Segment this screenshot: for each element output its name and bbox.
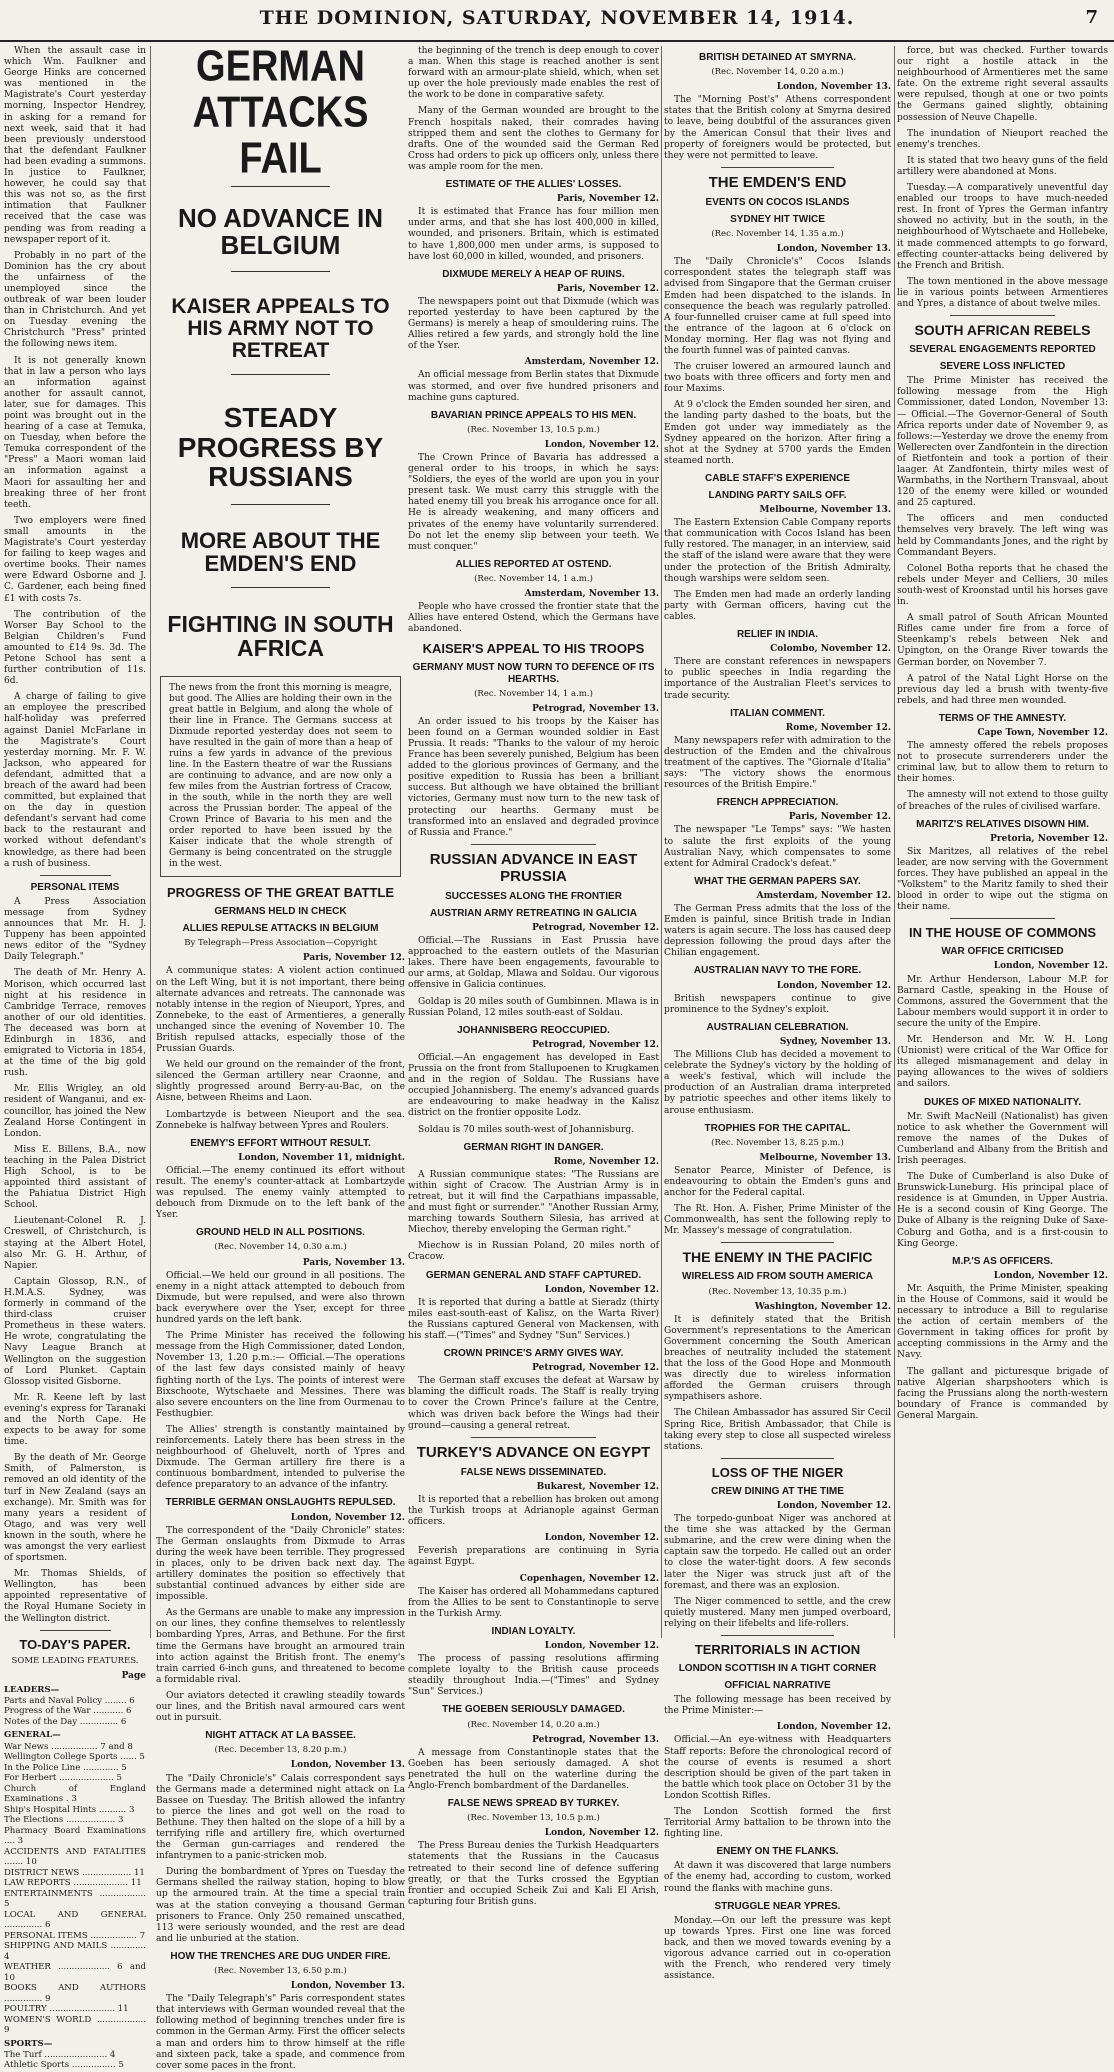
section-heading: BAVARIAN PRINCE APPEALS TO HIS MEN. <box>430 409 637 421</box>
article-paragraph: A Russian communique states: "The Russians are within sight of Cracow. The Austrian Army is in retreat, but it will find the Carpathians impassable, and must fight or surrender." "Another Russian Army, marching towards Southern Silesia, has arrived at Miechov, thereby enveloping the German right." <box>408 1169 659 1236</box>
dateline: Amsterdam, November 12. <box>524 357 659 368</box>
section-subheading: WIRELESS AID FROM SOUTH AMERICA <box>682 1271 873 1283</box>
section-heading: STRUGGLE NEAR YPRES. <box>714 1900 841 1912</box>
section-subheading: FALSE NEWS DISSEMINATED. <box>460 1466 607 1478</box>
section-heading: ITALIAN COMMENT. <box>730 707 825 719</box>
article-paragraph: Senator Pearce, Minister of Defence, is endeavouring to obtain the Emden's guns and anchor for the Federal capital. <box>664 1165 891 1199</box>
article-paragraph: Tuesday.—A comparatively uneventful day enabled our troops to have much-needed rest. In front of Ypres the German infantry showed no activity, but in the south, in the neighbourhood of Wytschaete and Hollebeke, it made commenced attempts to go forward, effecting counter-attacks being delivered by the French and British. <box>897 183 1108 271</box>
article-paragraph: The newspapers point out that Dixmude (which was reported yesterday to have been captured by the Germans) is merely a heap of smouldering ruins. The Allies retired a few yards, and strongly hold the line of the Yser. <box>408 296 659 352</box>
dateline: Paris, November 12. <box>788 812 891 823</box>
dateline: Paris, November 12. <box>302 953 405 964</box>
toc-item: Church of England Examinations . 3 <box>4 1783 146 1805</box>
section-heading-personal: PERSONAL ITEMS <box>30 881 120 893</box>
dateline: London, November 13. <box>290 1760 405 1771</box>
banner-headline: GERMAN ATTACKS FAIL <box>192 42 369 183</box>
received-line: (Rec. November 13, 10.5 p.m.) <box>467 1813 600 1824</box>
article-paragraph: The Chilean Ambassador has assured Sir Cecil Spring Rice, British Ambassador, that Chile is taking every step to close all suspected wireless stations. <box>664 1408 891 1452</box>
toc-group: LEADERS— <box>4 1684 60 1695</box>
dateline: Amsterdam, November 12. <box>756 890 891 901</box>
article-paragraph: As the Germans are unable to make any impression on our lines, they confine themselves to relentlessly bombarding Ypres, Arras, and Bethune. For the first time the Germans have brought an armoured train into action against the British front. The enemy's train carried 6-inch guns, and threatened to become a formidable rival. <box>156 1608 405 1685</box>
section-subheading: SEVERAL ENGAGEMENTS REPORTED <box>909 344 1096 356</box>
article-paragraph: The "Daily Chronicle's" Cocos Islands correspondent states the telegraph staff was advised from Singapore that the German cruiser Emden had been dispatched to the islands. In consequence the beach was regularly patrolled. A four-funnelled cruiser came at full speed into the entrance of the lagoon at 6 o'clock on Monday morning. Her flag was not flying and the fourth funnel was of painted canvas. <box>664 257 891 356</box>
received-line: (Rec. November 13, 6.50 p.m.) <box>214 1966 347 1977</box>
article-paragraph: It is estimated that France has four million men under arms, and that she has lost 400,000 in killed, wounded, and prisoners. Britain, which is estimated to have 1,800,000 men under arms, is supposed to have lost 60,000 in killed, wounded, and prisoners. <box>408 207 659 262</box>
article-paragraph: A small patrol of South African Mounted Rifles came under fire from a force of Steenkamp's rebels between Nek and Upington, on the Orange River towards the German border, on November 7. <box>897 613 1108 668</box>
toc-item: ENTERTAINMENTS ................. 5 <box>4 1888 146 1910</box>
article-paragraph: It is definitely stated that the British Government's representations to the American Government concerning the South American breaches of neutrality included the statement that the loss of the Good Hope and Monmouth was directly due to wireless information afforded the German cruisers through sympathisers ashore. <box>664 1314 891 1403</box>
section-heading: GROUND HELD IN ALL POSITIONS. <box>196 1227 365 1239</box>
section-subheading: LONDON SCOTTISH IN A TIGHT CORNER <box>678 1662 877 1674</box>
toc-item: Parts and Naval Policy ........ 6 <box>4 1695 135 1706</box>
article-paragraph: Monday.—On our left the pressure was kept up towards Ypres. First one line was forced back, and then we moved towards evening by a vigorous advance carried out in co-operation with the French, who rendered very timely assistance. <box>664 1915 891 1982</box>
article-paragraph: Captain Glossop, R.N., of H.M.A.S. Sydney, was formerly in command of the third-class cruiser Prometheus in these waters. He wrote, congratulating the Navy League Branch at Wellington on the suggestion of Lord Plunket. Captain Glossop visited Gisborne. <box>4 1276 146 1387</box>
section-heading: THE GOEBEN SERIOUSLY DAMAGED. <box>442 1704 625 1716</box>
section-heading: DUKES OF MIXED NATIONALITY. <box>923 1096 1082 1108</box>
article-paragraph: The death of Mr. Henry A. Morison, which occurred last night at his residence in Cambridge Terrace, removes another of our old identities. The deceased was born at Edinburgh in 1836, and emigrated to Victoria in 1854, at the time of the big gold rush. <box>4 968 146 1079</box>
separator <box>950 918 1056 919</box>
separator <box>231 587 331 588</box>
article-paragraph: It is not generally known that in law a person who lays an information against another for assault cannot, later, sue for damages. This point was brought out in the hearing of a case at Temuka, on Tuesday, when before the Temuka correspondent of the "Press" a Maori woman laid an information against a Maori for assaulting her and breaking three of her front teeth. <box>4 355 146 510</box>
article-paragraph: British newspapers continue to give prominence to the Sydney's exploit. <box>664 993 891 1015</box>
article-paragraph: A Press Association message from Sydney announces that Mr. H. J. Tuppeny has been appointed news editor of the "Sydney Daily Telegraph." <box>4 896 146 963</box>
section-heading: CABLE STAFF'S EXPERIENCE <box>705 472 850 484</box>
article-paragraph: The "Morning Post's" Athens correspondent states that the British colony at Smyrna desired to leave, being doubtful of the assurances given by the American Consul that their lives and property of foreigners would be protected, but they were not permitted to leave. <box>664 95 891 161</box>
section-heading: MARITZ'S RELATIVES DISOWN HIM. <box>916 818 1089 830</box>
article-paragraph: Mr. Henderson and Mr. W. H. Long (Unionist) were critical of the War Office for its alleged mismanagement and delay in paying allowances to the wives of soldiers and sailors. <box>897 1035 1108 1090</box>
toc-item: War News ................. 7 and 8 <box>4 1741 133 1752</box>
section-heading: NIGHT ATTACK AT LA BASSEE. <box>205 1730 356 1742</box>
dateline: Petrograd, November 13. <box>532 1734 659 1745</box>
received-line: (Rec. November 14, 1 a.m.) <box>474 573 593 584</box>
dateline: Paris, November 13. <box>302 1257 405 1268</box>
section-heading: ESTIMATE OF THE ALLIES' LOSSES. <box>445 179 622 191</box>
toc-item: LAW REPORTS .................... 11 <box>4 1878 142 1889</box>
toc-item: DISTRICT NEWS .................. 11 <box>4 1867 145 1878</box>
article-paragraph: An official message from Berlin states that Dixmude was stormed, and over five hundred prisoners and machine guns captured. <box>408 370 659 403</box>
column-4 <box>664 46 891 1982</box>
received-line: (Rec. November 13, 8.25 p.m.) <box>711 1137 844 1148</box>
dateline: Rome, November 12. <box>785 722 891 733</box>
section-heading: AUSTRALIAN CELEBRATION. <box>706 1021 849 1033</box>
dateline: Petrograd, November 13. <box>532 703 659 714</box>
section-heading: HOW THE TRENCHES ARE DUG UNDER FIRE. <box>170 1950 391 1962</box>
section-heading: TROPHIES FOR THE CAPITAL. <box>704 1122 851 1134</box>
masthead-title: THE DOMINION, SATURDAY, NOVEMBER 14, 1914. <box>259 7 855 29</box>
section-subheading: CREW DINING AT THE TIME <box>711 1485 844 1497</box>
article-paragraph: The Allies' strength is constantly maintained by reinforcements. Lately there has been stress in the neighbourhood of Gheluvelt, north of Ypres and Dixmude. The German artillery fire there is a continuous bombardment, intended to pulverise the defence preparatory to an advance of the infantry. <box>156 1424 405 1491</box>
dateline: London, November 13. <box>776 244 891 255</box>
section-heading: ENEMY'S EFFORT WITHOUT RESULT. <box>190 1137 371 1149</box>
article-paragraph: Goldap is 20 miles south of Gumbinnen. Mlawa is in Russian Poland, 12 miles south-east of Soldau. <box>408 996 659 1018</box>
dateline: Petrograd, November 12. <box>532 1363 659 1374</box>
separator <box>231 186 331 187</box>
section-heading: M.P.'S AS OFFICERS. <box>952 1255 1053 1267</box>
dateline: Petrograd, November 12. <box>532 1039 659 1050</box>
column-rule <box>894 46 895 1638</box>
major-headline: TERRITORIALS IN ACTION <box>694 1641 861 1657</box>
article-paragraph: Official.—An engagement has developed in East Prussia on the front from Stallupoenen to Krugkamen and in the region of Soldau. The Russians have occupied Johannisberg. The enemy's advanced guards are endeavouring to make headway in the Kalisz district on the frontier opposite Lodz. <box>408 1052 659 1119</box>
page-number: 7 <box>1085 7 1098 28</box>
credit-line: By Telegraph—Press Association—Copyright <box>184 938 377 949</box>
toc-item: POULTRY ........................ 11 <box>4 2004 129 2015</box>
section-subheading: SYDNEY HIT TWICE <box>730 213 825 225</box>
separator <box>721 1635 835 1636</box>
dateline: London, November 11, midnight. <box>238 1152 405 1163</box>
dateline: Copenhagen, November 12. <box>519 1573 659 1584</box>
separator <box>471 1437 597 1438</box>
dateline: London, November 13. <box>776 82 891 93</box>
section-subheading: GERMANS HELD IN CHECK <box>214 906 347 918</box>
separator <box>231 271 331 272</box>
article-paragraph: Six Maritzes, all relatives of the rebel leader, are now serving with the Government forces. They have published an appeal in the "Volkstem" to the Maritz family to shed their blood in order to wipe out the stigma on their name. <box>897 846 1108 913</box>
banner-headline: KAISER APPEALS TO HIS ARMY NOT TO RETREAT <box>171 295 390 363</box>
todays-paper-heading: TO-DAY'S PAPER. <box>19 1636 131 1652</box>
toc-item: SHIPPING AND MAILS ............. 4 <box>4 1941 146 1962</box>
received-line: (Rec. November 13, 10.5 p.m.) <box>467 424 600 435</box>
dateline: Paris, November 12. <box>556 283 659 294</box>
article-paragraph: Mr. Asquith, the Prime Minister, speaking in the House of Commons, said it would be necessary to introduce a Bill to regularise the action of certain members of the Government in taking offices for profit by accepting commissions in the Army and the Navy. <box>897 1283 1108 1361</box>
column-1 <box>4 46 146 2071</box>
article-paragraph: The torpedo-gunboat Niger was anchored at the time she was attacked by the German submarine, and the crew were dining when the captain saw the torpedo. He called out an order to close the water-tight doors. A few seconds later the Niger was struck just aft of the foremast, and there was an explosion. <box>664 1514 891 1591</box>
article-paragraph: the beginning of the trench is deep enough to cover a man. When this stage is reached another is sent forward with an armour-plate shield, which, when set up over the hole previously made enables the rest of the work to be done in comparative safety. <box>408 46 659 101</box>
dateline: Pretoria, November 12. <box>990 833 1108 844</box>
section-heading: FRENCH APPRECIATION. <box>716 797 839 809</box>
article-paragraph: Mr. Thomas Shields, of Wellington, has been appointed representative of the Royal Humane Society in the Wellington district. <box>4 1569 146 1624</box>
article-paragraph: It is stated that two heavy guns of the field artillery were abandoned at Mons. <box>897 155 1108 177</box>
article-paragraph: Official.—The Russians in East Prussia have approached to the eastern outlets of the Masurian lakes. There have been engagements, favourable to our arms, at Goldap, Mlawa and Soldau. Our vigorous offensive in Galicia continues. <box>408 936 659 991</box>
separator <box>40 1630 111 1631</box>
section-heading: PROGRESS OF THE GREAT BATTLE <box>166 885 395 901</box>
dateline: Colombo, November 12. <box>770 644 891 655</box>
column-5 <box>897 46 1108 1638</box>
article-paragraph: The cruiser lowered an armoured launch and two boats with three officers and forty men and four Maxims. <box>664 362 891 395</box>
separator <box>950 315 1056 316</box>
section-heading: TERMS OF THE AMNESTY. <box>938 712 1067 724</box>
section-subheading: EVENTS ON COCOS ISLANDS <box>705 196 850 208</box>
article-paragraph: The German staff excuses the defeat at Warsaw by blaming the difficult roads. The Staff is really trying to cover the Crown Prince's failure at the Centre, which was driven back before the Wings had their ground—causing a general retreat. <box>408 1376 659 1431</box>
article-paragraph: The process of passing resolutions affirming complete loyalty to the British cause proceeds steadily throughout India.—("Times" and Sydney "Sun" Services.) <box>408 1654 659 1698</box>
toc-item: In the Police Line ............. 5 <box>4 1762 127 1773</box>
dateline: London, November 12. <box>993 961 1108 972</box>
article-paragraph: The amnesty will not extend to those guilty of breaches of the rules of civilised warfare. <box>897 790 1108 812</box>
banner-headline: MORE ABOUT THE EMDEN'S END <box>180 527 381 576</box>
article-paragraph: Soldau is 70 miles south-west of Johannisburg. <box>418 1124 635 1135</box>
news-summary-box: The news from the front this morning is meagre, but good. The Allies are holding their own in the great battle in Belgium, and along the whole of their line in France. The Germans success at Dixmude reported yesterday does not seem to have resulted in the gain of more than a heap of ruins a few yards in advance of the previous line. In the Eastern theatre of war the Russians are continuing to advance, and are now only a few miles from the Austrian fortress of Cracow, in the south, while in the north they are well across the Prussian border. The appeal of the Crown Prince of Bavaria to his men and the order reported to have been issued by the Kaiser indicate that the whole strength of Germany is being concentrated on the struggle in the west. <box>160 676 401 877</box>
article-paragraph: The correspondent of the "Daily Chronicle" states: The German onslaughts from Dixmude to Arras during the week have been terrible. They progressed in places, only to be driven back next day. The artillery dominates the position so effectively that substantial continued advances by either side are impossible. <box>156 1525 405 1603</box>
separator <box>471 844 597 845</box>
article-paragraph: It is reported that during a battle at Sieradz (thirty miles east-south-east of Kalisz, on the Warta River) the Russians captured General von Mackensen, with his staff.—("Times" and Sydney "Sun" Services.) <box>408 1297 659 1341</box>
article-paragraph: The Press Bureau denies the Turkish Headquarters statements that the Russians in the Caucasus retreated to their second line of defence suffering greatly, or that the Turks crossed the Egyptian frontier and occupied Scheik Zui and Kali El Arish, capturing four British guns. <box>408 1841 659 1907</box>
toc-item: Notes of the Day .............. 6 <box>4 1716 127 1727</box>
table-of-contents <box>4 1671 146 2071</box>
section-subheading: SEVERE LOSS INFLICTED <box>939 361 1066 373</box>
dateline: London, November 12. <box>776 980 891 991</box>
separator <box>231 504 331 505</box>
dateline: London, November 12. <box>776 1500 891 1511</box>
section-heading: CROWN PRINCE'S ARMY GIVES WAY. <box>443 1348 624 1360</box>
section-heading: TERRIBLE GERMAN ONSLAUGHTS REPULSED. <box>165 1497 396 1509</box>
article-paragraph: The following message has been received by the Prime Minister:— <box>664 1695 891 1717</box>
article-paragraph: The Duke of Cumberland is also Duke of Brunswick-Luneburg. His principal place of residence is at Gmunden, in Upper Austria. He is a second cousin of King George. The Duke of Albany is the reigning Duke of Saxe-Coburg and Gotha, and is a first-cousin to King George. <box>897 1172 1108 1249</box>
article-paragraph: The Rt. Hon. A. Fisher, Prime Minister of the Commonwealth, has sent the following reply to Mr. Massey's message of congratulation. <box>664 1204 891 1237</box>
article-paragraph: Two employers were fined small amounts in the Magistrate's Court yesterday for failing to keep wages and overtime books. Their names were Edward Osborne and J. C. Gardener, each being fined £1 with costs 7s. <box>4 515 146 604</box>
toc-group: SPORTS— <box>4 2038 53 2049</box>
toc-item: Wellington College Sports ...... 5 <box>4 1752 145 1763</box>
toc-page-label: Page <box>121 1670 146 1681</box>
major-headline: IN THE HOUSE OF COMMONS <box>908 925 1097 941</box>
article-paragraph: There are constant references in newspapers to public speeches in India regarding the importance of the Australian Fleet's services to trade security. <box>664 657 891 701</box>
dateline: Petrograd, November 12. <box>532 923 659 933</box>
article-paragraph: A message from Constantinople states that the Goeben has been seriously damaged. A shot penetrated the hull on the waterline during the Anglo-French bombardment of the Dardanelles. <box>408 1747 659 1791</box>
article-paragraph: The Emden men had made an orderly landing party with German officers, having cut the cables. <box>664 589 891 622</box>
section-heading: GERMAN RIGHT IN DANGER. <box>463 1141 604 1153</box>
toc-item: The Elections .................. 3 <box>4 1815 124 1826</box>
article-paragraph: During the bombardment of Ypres on Tuesday the Germans shelled the railway station, hoping to blow up the armoured train. At the time a special train was at the station conveying a thousand German prisoners to France. Only 250 remained unscathed, 113 were seriously wounded, and the rest are dead and lie unburied at the station. <box>156 1867 405 1944</box>
dateline: London, November 13. <box>290 1981 405 1992</box>
column-rule <box>661 46 662 1638</box>
received-line: (Rec. November 14, 0.20 a.m.) <box>711 67 844 78</box>
toc-group: GENERAL— <box>4 1730 61 1741</box>
article-paragraph: Many newspapers refer with admiration to the destruction of the Emden and the chivalrous treatment of the captives. The "Giornale d'Italia" says: "The victory shows the enormous resources of the British Empire." <box>664 735 891 791</box>
article-paragraph: Colonel Botha reports that he chased the rebels under Meyer and Celliers, 30 miles south-west of Kroonstad until his horses gave in. <box>897 563 1108 608</box>
banner-headline: STEADY PROGRESS BY RUSSIANS <box>177 402 384 493</box>
dateline: Washington, November 12. <box>754 1301 891 1312</box>
major-headline: SOUTH AFRICAN REBELS <box>914 322 1091 339</box>
todays-paper-subheading: SOME LEADING FEATURES. <box>11 1655 139 1666</box>
article-paragraph: The "Daily Telegraph's" Paris correspondent states that interviews with German wounded reveal that the following method of beginning trenches under fire is common in the German Army. First the officer selects a man and orders him to throw himself at the rifle and sixteen pack, take a spade, and commence from cover some paces in the front. <box>156 1994 405 2071</box>
article-paragraph: The Prime Minister has received the following message from the High Commissioner, dated London, November 13:— Official.—The Governor-General of South Africa reports under date of November 9, as follows:—Yesterday we drove the enemy from Wellerecten over Zandfontein in the direction of Rietfontein and took a portion of their laager. At Zandfontein, thirty miles west of Warmbaths, in the Northern Transvaal, about 120 of the enemy were killed or wounded and 25 captured. <box>897 376 1108 509</box>
article-paragraph: A patrol of the Natal Light Horse on the previous day led a brush with twenty-five rebels, and had three men wounded. <box>897 673 1108 706</box>
article-paragraph: Our aviators detected it crawling steadily towards our lines, and the British naval armoured cars went out in pursuit. <box>156 1690 405 1724</box>
article-paragraph: At 9 o'clock the Emden sounded her siren, and the landing party dashed to the boats, but the Emden got under way immediately as the Sydney appeared on the horizon. After firing a shot at the Sydney at 5700 yards the Emden steamed north. <box>664 400 891 466</box>
article-paragraph: The Eastern Extension Cable Company reports that communication with Cocos Island has been fully restored. The manager, in an interview, said the staff of the island were aware that they were under the protection of the British Admiralty, though warships were seldom seen. <box>664 518 891 584</box>
dateline: Melbourne, November 13. <box>759 1152 891 1163</box>
dateline: London, November 12. <box>290 1512 405 1523</box>
received-line: (Rec. November 14, 1.35 a.m.) <box>711 229 844 240</box>
toc-item: ACCIDENTS AND FATALITIES ....... 10 <box>4 1846 146 1868</box>
column-rule <box>150 46 151 1638</box>
section-heading: ENEMY ON THE FLANKS. <box>716 1846 839 1858</box>
toc-item: PERSONAL ITEMS ................. 7 <box>4 1930 146 1941</box>
dateline: London, November 12. <box>544 1640 659 1651</box>
toc-item: WEATHER ................... 6 and 10 <box>4 1962 146 1983</box>
dateline: London, November 12. <box>776 1722 891 1733</box>
article-paragraph: Official.—The enemy continued its effort without result. The enemy's counter-attack at Lombartzyde was repulsed. The enemy vainly attempted to debouch from Dixmude on to the left bank of the Yser. <box>156 1165 405 1221</box>
article-paragraph: The Niger commenced to settle, and the crew quietly mustered. Many men jumped overboard, relying on their lifebelts and life-rollers. <box>664 1596 891 1629</box>
article-paragraph: Probably in no part of the Dominion has the cry about the unfairness of the unemployed since the outbreak of war been louder than in Christchurch. And yet on Tuesday evening the Christchurch "Press" printed the following news item. <box>4 250 146 350</box>
section-heading: FALSE NEWS SPREAD BY TURKEY. <box>447 1798 620 1810</box>
column-2 <box>156 42 405 2071</box>
toc-item: Athletic Sports ................ 5 <box>4 2060 124 2071</box>
article-paragraph: A communique states: A violent action continued on the Left Wing, but it is not important, there being alternate advances and retreats. The cannonade was notably intense in the region of Nieuport, Ypres, and Zonnebeke, to the east of Armentieres, a generally unchanged since the evening of November 10. The British repulsed attacks, especially those of the Prussian Guards. <box>156 966 405 1055</box>
received-line: (Rec. November 14, 0.30 a.m.) <box>214 1242 347 1253</box>
column-3 <box>408 46 660 1907</box>
article-paragraph: The Prime Minister has received the following message from the High Commissioner, dated London, November 13, 1.20 p.m.:— Official.—The operations of the last few days consisted mainly of heavy fighting north of the Lys. The points of interest were Bixschoote, Wytschaete and Messines. There was also severe encounters on the line from Ourmenau to Festhugbier. <box>156 1331 405 1419</box>
article-paragraph: The London Scottish formed the first Territorial Army battalion to be thrown into the fighting line. <box>664 1807 891 1840</box>
article-paragraph: When the assault case in which Wm. Faulkner and George Hinks are concerned was mentioned in the Magistrate's Court yesterday morning, Inspector Hendrey, in asking for a remand for next week, said that it had been previously understood that the defendant Faulkner had been evading a summons. In justice to Faulkner, however, he could say that this was not so, as the first intimation that Faulkner received that the case was pending was from reading a newspaper report of it. <box>4 46 146 245</box>
separator <box>721 1242 835 1243</box>
article-paragraph: Mr. Swift MacNeill (Nationalist) has given notice to ask whether the Government will remove the names of the Dukes of Cumberland and Albany from the British and Irish peerages. <box>897 1111 1108 1166</box>
masthead <box>0 0 1114 42</box>
dateline: London, November 12. <box>544 1828 659 1839</box>
article-paragraph: Lieutenant-Colonel R. J. Creswell, of Christchurch, is staying at the Albert Hotel, also Mr. G. H. Arthur, of Napier. <box>4 1216 146 1271</box>
toc-item: WOMEN'S WORLD .................. 9 <box>4 2014 146 2036</box>
major-headline: THE EMDEN'S END <box>708 173 847 191</box>
major-headline: TURKEY'S ADVANCE ON EGYPT <box>416 1443 651 1461</box>
article-paragraph: Feverish preparations are continuing in Syria against Egypt. <box>408 1546 659 1568</box>
received-line: (Rec. November 13, 10.35 p.m.) <box>708 1286 847 1297</box>
section-heading: GERMAN GENERAL AND STAFF CAPTURED. <box>425 1269 642 1281</box>
section-heading: JOHANNISBERG REOCCUPIED. <box>457 1024 610 1036</box>
dateline: Melbourne, November 13. <box>759 505 891 516</box>
section-subheading: AUSTRIAN ARMY RETREATING IN GALICIA <box>429 907 638 919</box>
dateline: London, November 12. <box>993 1270 1108 1281</box>
article-paragraph: Miechow is in Russian Poland, 20 miles north of Cracow. <box>408 1241 659 1263</box>
dateline: Cape Town, November 12. <box>977 727 1108 738</box>
article-paragraph: The newspaper "Le Temps" says: "We hasten to salute the first exploits of the young Australian Navy, which compensates to some extent for Admiral Cradock's defeat." <box>664 825 891 869</box>
toc-item: BOOKS AND AUTHORS .............. 9 <box>4 1983 146 2004</box>
dateline: London, November 12. <box>544 1533 659 1544</box>
banner-headline: NO ADVANCE IN BELGIUM <box>177 202 384 260</box>
toc-item: LOCAL AND GENERAL .............. 6 <box>4 1909 146 1931</box>
article-paragraph: The Crown Prince of Bavaria has addressed a general order to his troops, in which he says: "Soldiers, the eyes of the world are upon you in your present task. We must carry this struggle with the hated enemy till you break his arrogance once for all. He is already weakening, and many officers and privates of the enemy have voluntarily surrendered. Do not let the enemy slip between your teeth. We must conquer." <box>408 453 659 552</box>
article-paragraph: Official.—An eye-witness with Headquarters Staff reports: Before the chronological record of the course of events is resumed a short description should be given of the part taken in the battle which took place on October 31 by the London Scottish Rifles. <box>664 1735 891 1801</box>
article-paragraph: The amnesty offered the rebels proposes not to prosecute surrenderers under the criminal law, but to allow them to return to their homes. <box>897 741 1108 785</box>
article-paragraph: The "Daily Chronicle's" Calais correspondent says the Germans made a determined night attack on La Bassee on Tuesday. The British allowed the infantry to pierce the lines and got well on the road to Bethune. They then halted on the slope of a hill by a terrifying rifle and artillery fire, which overturned the German gun-carriages and rendered the infantrymen to a panic-stricken mob. <box>156 1773 405 1862</box>
separator <box>40 875 111 876</box>
toc-item: Pharmacy Board Examinations .... 3 <box>4 1825 146 1847</box>
article-paragraph: The town mentioned in the above message lie in various points between Armentieres and Ypres, a distance of about twelve miles. <box>897 276 1108 309</box>
article-paragraph: The gallant and picturesque brigade of native Algerian sharpshooters which is facing the Prussians along the north-western boundary of France is commanded by General Margain. <box>897 1366 1108 1421</box>
separator <box>231 374 331 375</box>
article-paragraph: The German Press admits that the loss of the Emden is painful, since British trade in Indian waters is again secure. The loss has caused deep depression following the proud days after the Chilian engagement. <box>664 904 891 959</box>
article-paragraph: We held our ground on the remainder of the front, silenced the German artillery near Craonne, and slightly progressed around Berry-au-Bac, on the Aisne, between Rheims and Laon. <box>156 1060 405 1104</box>
article-paragraph: The contribution of the Worser Bay School to the Belgian Children's Fund amounted to £14 9s. 3d. The Petone School has sent a further contribution of 11s. 6d. <box>4 609 146 687</box>
section-subheading: OFFICIAL NARRATIVE <box>724 1680 831 1692</box>
article-paragraph: The inundation of Nieuport reached the enemy's trenches. <box>897 128 1108 150</box>
section-heading: ALLIES REPORTED AT OSTEND. <box>455 558 612 570</box>
article-paragraph: By the death of Mr. George Smith, of Palmerston, is removed an old identity of the turf in New Zealand (says an exchange). Mr. Smith was for many years a resident of Otago, and was very well known in the south, where he was amongst the very earliest of sportsmen. <box>4 1453 146 1564</box>
article-paragraph: An order issued to his troops by the Kaiser has been found on a German wounded soldier in East Prussia. It reads: "Thanks to the valour of my heroic France has been severely punished, Belgium has been added to the glorious provinces of Germany, and the positive expedition to Russia has been a brilliant success. But although we have obtained the brilliant victories, Germany must now turn to the new task of protecting our hearths. Germany must be transformed into an enslaved and degraded province of Russia and France." <box>408 716 660 838</box>
section-heading: INDIAN LOYALTY. <box>491 1625 576 1637</box>
section-heading: BRITISH DETAINED AT SMYRNA. <box>698 52 857 63</box>
section-subheading: GERMANY MUST NOW TURN TO DEFENCE OF ITS HEARTHS. <box>412 662 655 685</box>
article-paragraph: Mr. R. Keene left by last evening's express for Taranaki and the North Cape. He expects to be away for some time. <box>4 1392 146 1448</box>
article-paragraph: Miss E. Billens, B.A., now teaching in the Palea District High School, is to be appointed third assistant of the Pahiatua District High School. <box>4 1144 146 1211</box>
section-heading: DIXMUDE MERELY A HEAP OF RUINS. <box>442 268 625 280</box>
received-line: (Rec. December 13, 8.20 p.m.) <box>214 1745 347 1756</box>
banner-headline: FIGHTING IN SOUTH AFRICA <box>167 610 394 661</box>
received-line: (Rec. November 14, 1 a.m.) <box>474 688 593 699</box>
dateline: London, November 12. <box>544 439 659 450</box>
dateline: Sydney, November 13. <box>779 1036 891 1047</box>
received-line: (Rec. November 14, 0.20 a.m.) <box>467 1719 600 1730</box>
section-heading: KAISER'S APPEAL TO HIS TROOPS <box>422 641 645 657</box>
article-paragraph: It is reported that a rebellion has broken out among the Turkish troops at Adrianople against German officers. <box>408 1494 659 1528</box>
section-heading: AUSTRALIAN NAVY TO THE FORE. <box>693 965 862 977</box>
major-headline: THE ENEMY IN THE PACIFIC <box>682 1249 873 1266</box>
article-paragraph: The officers and men conducted themselves very bravely. The left wing was held by Commandants Jones, and the right by Commandant Beyers. <box>897 514 1108 558</box>
major-headline: LOSS OF THE NIGER <box>711 1464 844 1480</box>
separator <box>721 1458 835 1459</box>
article-paragraph: Mr. Arthur Henderson, Labour M.P. for Barnard Castle, speaking in the House of Commons, assured the Government that the Labour members would support it in order to secure the unity of the Empire. <box>897 974 1108 1029</box>
toc-item: For Herbert .................... 5 <box>4 1773 122 1784</box>
dateline: Rome, November 12. <box>553 1156 659 1167</box>
article-paragraph: Lombartzyde is between Nieuport and the sea. Zonnebeke is halfway between Ypres and Roulers. <box>156 1109 405 1131</box>
separator <box>721 167 835 168</box>
section-subheading: WAR OFFICE CRITICISED <box>941 946 1064 958</box>
section-heading: WHAT THE GERMAN PAPERS SAY. <box>694 875 861 887</box>
article-paragraph: Many of the German wounded are brought to the French hospitals naked, their comrades having stripped them and sent the clothes to Germany for drafts. One of the wounded said the German Red Cross had orders to pick up officers only, unless there was ample room for the men. <box>408 106 659 172</box>
article-paragraph: force, but was checked. Further towards our right a hostile attack in the neighbourhood of Armentieres met the same fate. On the extreme right several assaults were repulsed, though at one or two points the Germans gained slightly, obtaining possession of Neuve Chapelle. <box>897 46 1108 123</box>
article-paragraph: Official.—We held our ground in all positions. The enemy in a night attack attempted to debouch from Dixmude, but were repulsed, and were also thrown back everywhere over the Yser, except for three hundred yards on the left bank. <box>156 1270 405 1326</box>
article-paragraph: A charge of failing to give an employee the prescribed half-holiday was preferred against Daniel McFarlane in the Magistrate's Court yesterday morning. Mr. F. W. Jackson, who appeared for defendant, admitted that a breach of the award had been committed, but explained that on the day in question defendant's servant had come back to the restaurant and worked without defendant's knowledge, as there had been a rush of business. <box>4 692 146 869</box>
major-headline: RUSSIAN ADVANCE IN EAST PRUSSIA <box>429 850 638 885</box>
dateline: Bukarest, November 12. <box>536 1481 659 1492</box>
toc-item: Ship's Hospital Hints .......... 3 <box>4 1804 135 1815</box>
section-heading: RELIEF IN INDIA. <box>736 629 819 641</box>
toc-item: The Turf ....................... 4 <box>4 2049 116 2060</box>
article-paragraph: At dawn it was discovered that large numbers of the enemy had, according to custom, worked round the flanks with machine guns. <box>664 1861 891 1894</box>
dateline: Amsterdam, November 13. <box>524 589 659 600</box>
dateline: London, November 12. <box>544 1284 659 1295</box>
article-paragraph: Mr. Ellis Wrigley, an old resident of Wanganui, and ex-councillor, has joined the New Zealand Horse Contingent in London. <box>4 1084 146 1139</box>
article-paragraph: People who have crossed the frontier state that the Allies have entered Ostend, which the Germans have abandoned. <box>408 602 659 635</box>
section-subheading: SUCCESSES ALONG THE FRONTIER <box>445 890 622 902</box>
toc-item: Progress of the War ........... 6 <box>4 1706 132 1717</box>
dateline: Paris, November 12. <box>556 194 659 205</box>
article-paragraph: The Kaiser has ordered all Mohammedans captured from the Allies to be sent to Constantinople to serve in the Turkish Army. <box>408 1586 659 1619</box>
article-paragraph: The Millions Club has decided a movement to celebrate the Sydney's victory by the holding of a week's festival, which will include the production of an Australian drama interpreted by patriotic speeches and other items likely to arouse enthusiasm. <box>664 1050 891 1116</box>
section-subheading: LANDING PARTY SAILS OFF. <box>708 490 847 501</box>
section-subheading: ALLIES REPULSE ATTACKS IN BELGIUM <box>182 923 379 935</box>
